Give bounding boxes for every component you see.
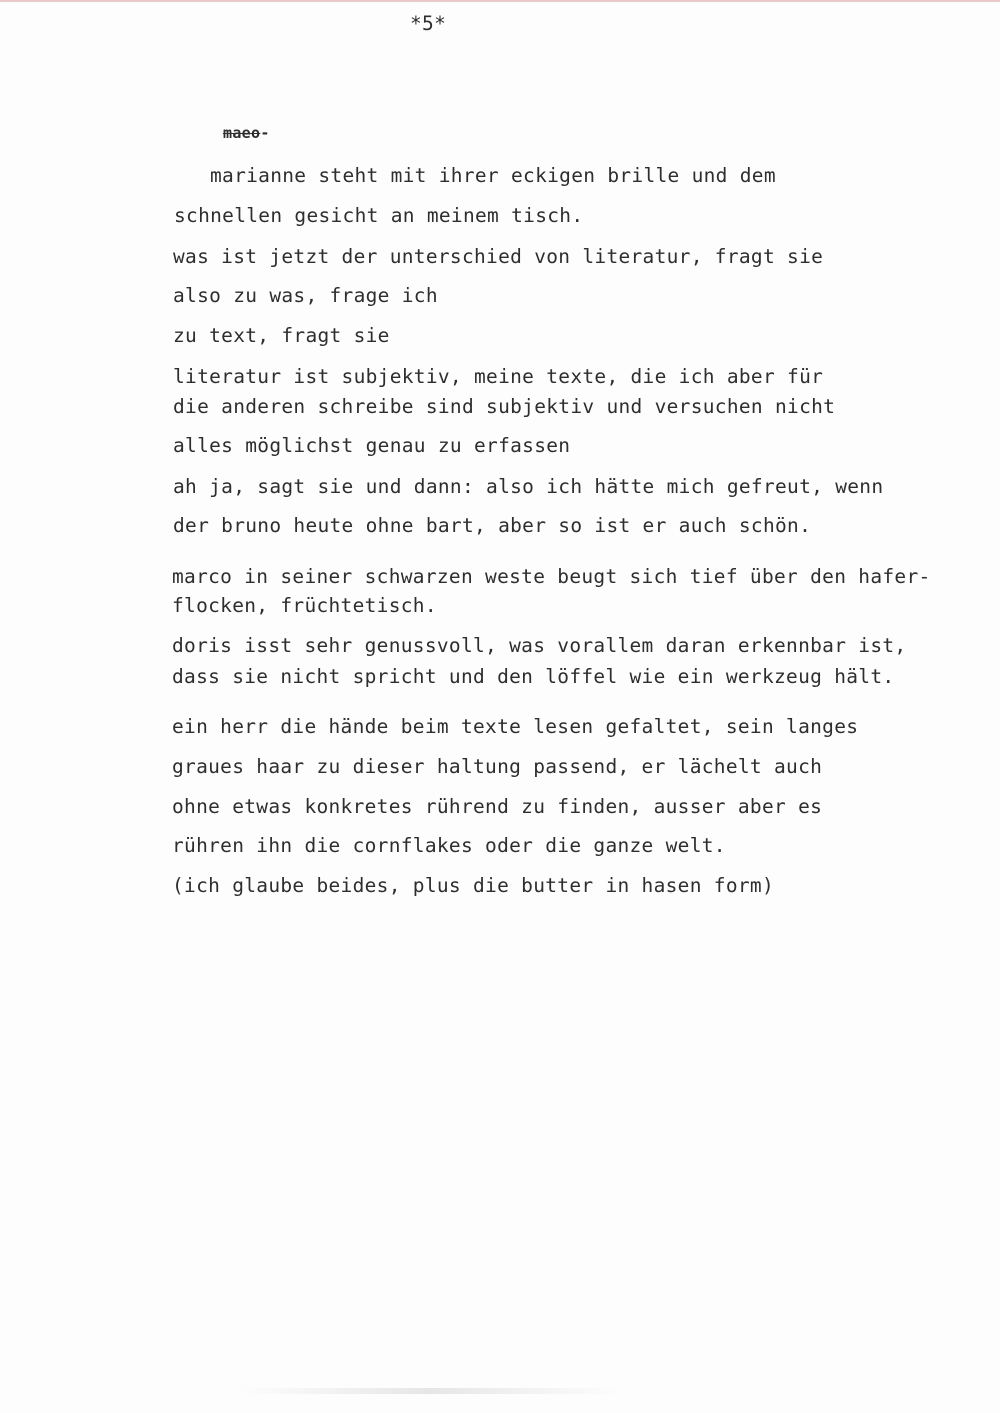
- text-line: ah ja, sagt sie und dann: also ich hätte mich gefreut, wenn: [173, 475, 884, 498]
- struck-out-text: maeo: [223, 124, 261, 142]
- scan-smudge: [240, 1388, 620, 1394]
- text-line: also zu was, frage ich: [173, 284, 438, 307]
- text-line: graues haar zu dieser haltung passend, er lächelt auch: [172, 755, 823, 778]
- text-line: literatur ist subjektiv, meine texte, die ich aber für: [173, 365, 824, 388]
- text-line: alles möglichst genau zu erfassen: [173, 434, 571, 457]
- page-number: *5*: [410, 12, 447, 35]
- text-line: schnellen gesicht an meinem tisch.: [174, 204, 584, 227]
- text-line: der bruno heute ohne bart, aber so ist er auch schön.: [173, 514, 812, 537]
- text-line: ohne etwas konkretes rührend zu finden, ausser aber es: [172, 795, 823, 818]
- struck-out-suffix: -: [260, 124, 270, 142]
- text-line: dass sie nicht spricht und den löffel wie ein werkzeug hält.: [172, 665, 895, 688]
- struck-out-heading: [223, 121, 270, 145]
- text-line: flocken, früchtetisch.: [172, 594, 437, 617]
- text-line: (ich glaube beides, plus die butter in hasen form): [172, 874, 774, 897]
- text-line: ein herr die hände beim texte lesen gefaltet, sein langes: [172, 715, 859, 738]
- page-top-edge: [0, 0, 1000, 2]
- text-line: rühren ihn die cornflakes oder die ganze welt.: [172, 834, 726, 857]
- text-line: doris isst sehr genussvoll, was vorallem daran erkennbar ist,: [172, 634, 907, 657]
- text-line: marianne steht mit ihrer eckigen brille und dem: [210, 164, 776, 187]
- text-line: die anderen schreibe sind subjektiv und versuchen nicht: [173, 395, 836, 418]
- text-line: zu text, fragt sie: [173, 324, 390, 347]
- text-line: marco in seiner schwarzen weste beugt sich tief über den hafer-: [172, 565, 931, 588]
- text-line: was ist jetzt der unterschied von literatur, fragt sie: [173, 245, 824, 268]
